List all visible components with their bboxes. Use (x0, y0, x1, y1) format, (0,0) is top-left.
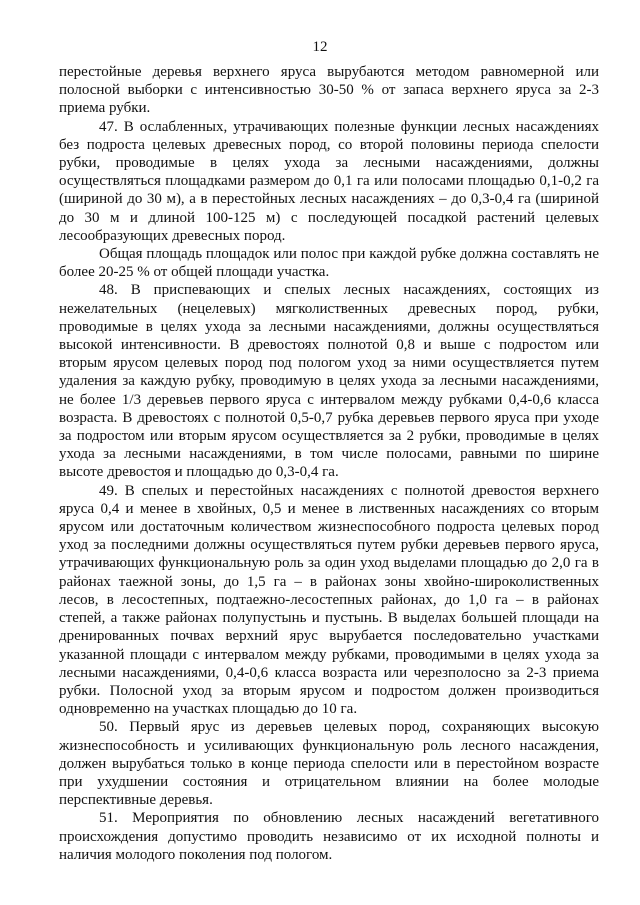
paragraph-50: 50. Первый ярус из деревьев целевых пород, сохраняющих высокую жизнеспособность и усиливающих функциональную роль лесного насаждения, должен вырубаться только в конце периода спелости или в перестойном возрасте при ухудшении состояния и отрицательном влиянии на более молодые перспективные деревья. (59, 719, 599, 809)
paragraph-continuation: перестойные деревья верхнего яруса вырубаются методом равномерной или полосной выборки с интенсивностью 30-50 % от запаса верхнего яруса за 2-3 приема рубки. (59, 64, 599, 117)
paragraph-49: 49. В спелых и перестойных насаждениях с полнотой древостоя верхнего яруса 0,4 и менее в хвойных, 0,5 и менее в лиственных насаждениях со вторым ярусом или достаточным количеством жизнеспособного подроста целевых пород уход за последними должны осуществляться путем рубки деревьев первого яруса, утрачивающих функциональную роль за один уход выделами площадью до 2,0 га в районах таежной зоны, до 1,5 га – в районах зоны хвойно-широколиственных лесов, в лесостепных, подтаежно-лесостепных районах, до 1,0 га – в районах степей, а также районах полупустынь и пустынь. В выделах большей площади на дренированных почвах верхний ярус вырубается последовательно участками указанной площади с интервалом между рубками, проводимыми в целях ухода за лесными насаждениями, 0,4-0,6 класса возраста или черезполосно за 2-3 приема рубки. Полосной уход за вторым ярусом и подростом должен производиться одновременно на участках площадью до 10 га. (59, 482, 599, 718)
paragraph-48: 48. В приспевающих и спелых лесных насаждениях, состоящих из нежелательных (нецелевых) мягколиственных древесных пород, рубки, проводимые в целях ухода за лесными насаждениями, должны осуществляться высокой интенсивности. В древостоях полнотой 0,8 и выше с подростом или вторым ярусом целевых пород под пологом уход за ними осуществляется путем удаления за каждую рубку, проводимую в целях ухода за лесными насаждениями, не более 1/3 деревьев первого яруса с интервалом между рубками 0,4-0,6 класса возраста. В древостоях с полнотой 0,5-0,7 рубка деревьев первого яруса при уходе за подростом или вторым ярусом осуществляется за 2 рубки, проводимые в целях ухода за лесными насаждениями, в том числе полосами, равными по ширине высоте древостоя и площадью до 0,3-0,4 га. (59, 282, 599, 481)
page-number: 12 (312, 39, 328, 55)
paragraph-47: 47. В ослабленных, утрачивающих полезные функции лесных насаждениях без подроста целевых древесных пород, со второй половины периода спелости рубки, проводимые в целях ухода за лесными насаждениями, должны осуществляться площадками размером до 0,1 га или полосами площадью 0,1-0,2 га (шириной до 30 м), а в перестойных лесных насаждениях – до 0,3-0,4 га (шириной до 30 м и длиной 100-125 м) с последующей посадкой растений целевых лесообразующих древесных пород. (59, 118, 599, 244)
document-body (59, 63, 599, 864)
paragraph-47-area: Общая площадь площадок или полос при каждой рубке должна составлять не более 20-25 % от общей площади участка. (59, 246, 599, 281)
paragraph-51: 51. Мероприятия по обновлению лесных насаждений вегетативного происхождения допустимо проводить независимо от их исходной полноты и наличия молодого поколения под пологом. (59, 810, 599, 863)
